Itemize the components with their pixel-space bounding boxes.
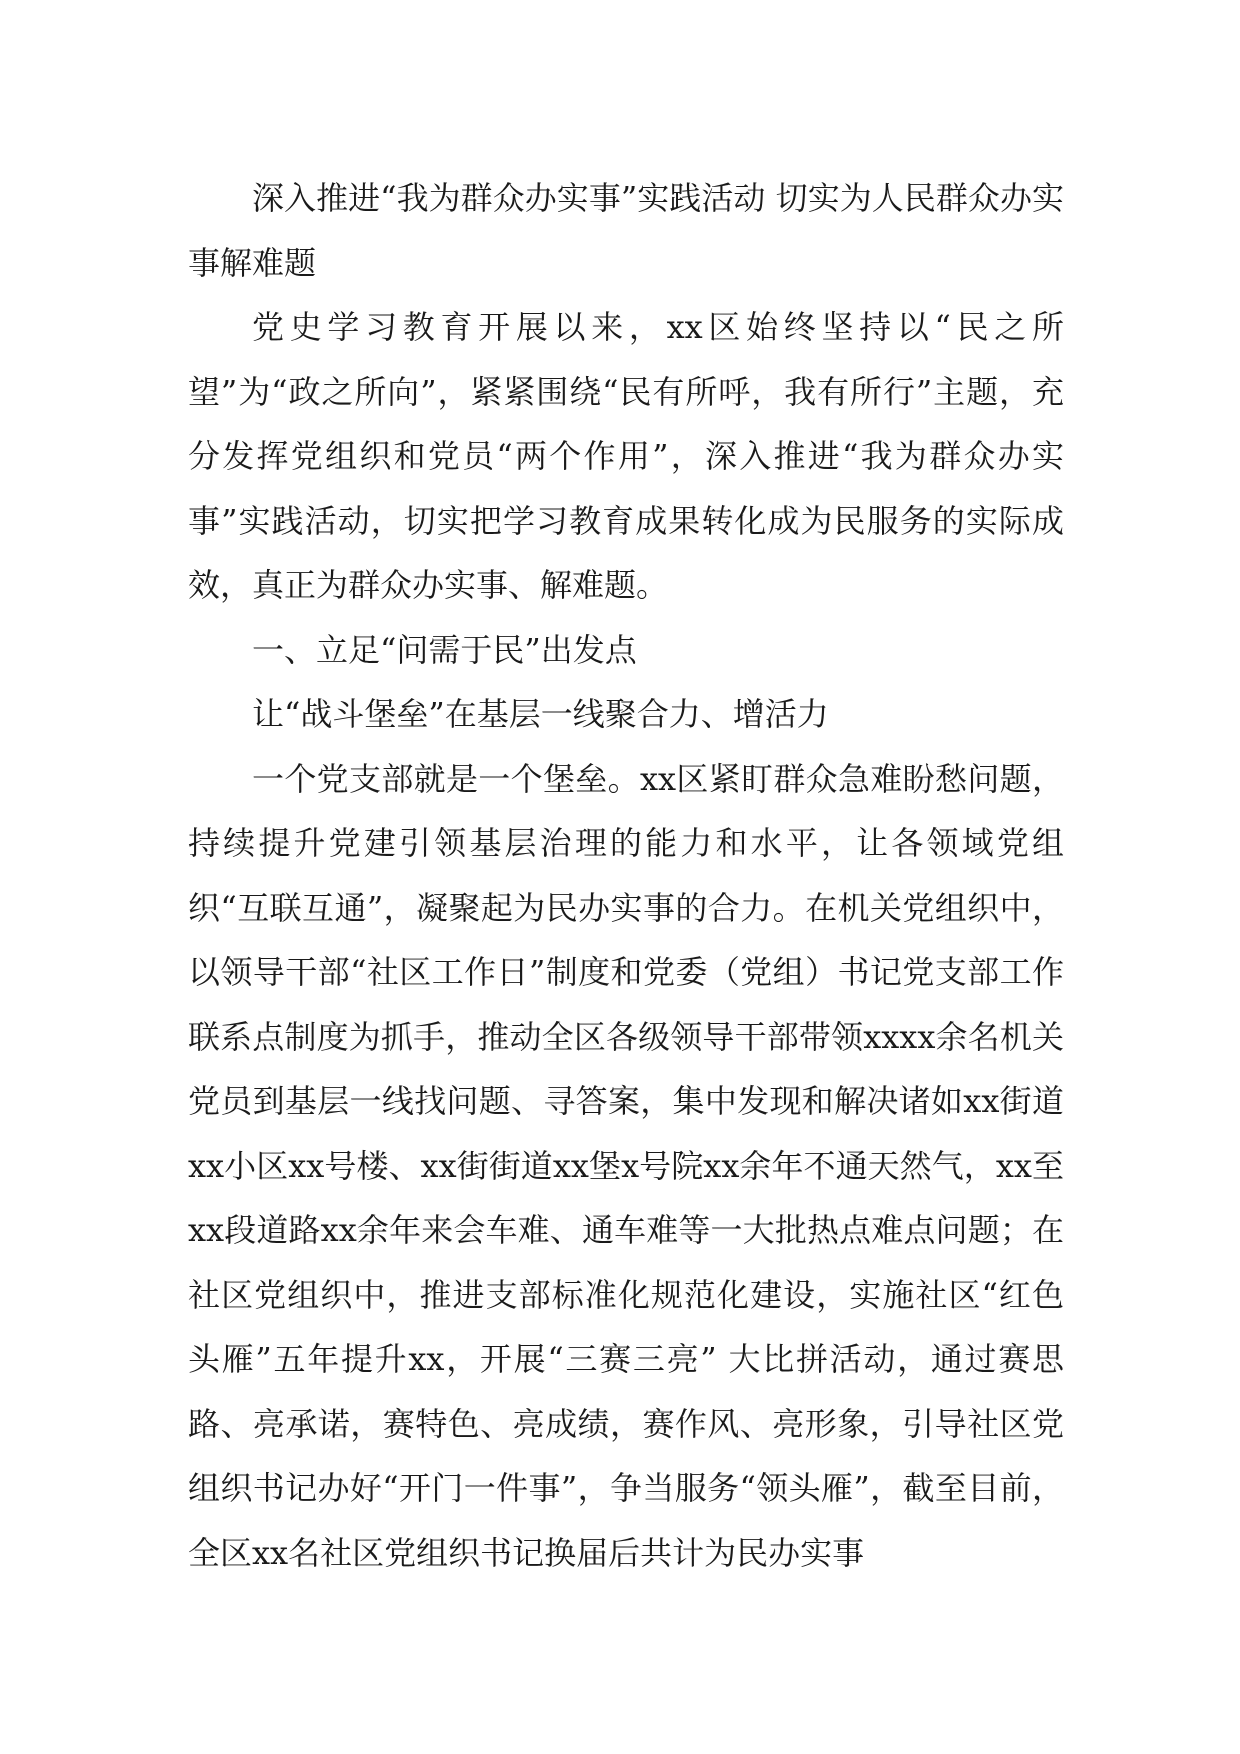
section-subheading: 让“战斗堡垒”在基层一线聚合力、增活力 [252,695,829,733]
body-paragraph: 一个党支部就是一个堡垒。xx区紧盯群众急难盼愁问题，持续提升党建引领基层治理的能力和水平，让各领域党组织“互联互通”，凝聚起为民办实事的合力。在机关党组织中，以领导干部“社区工作日”制度和党委（党组）书记党支部工作联系点制度为抓手，推动全区各级领导干部带领xxxx余名机关党员到基层一线找问题、寻答案，集中发现和解决诸如xx街道xx小区xx号楼、xx街街道xx堡x号院xx余年不通天然气，xx至xx段道路xx余年来会车难、通车难等一大批热点难点问题；在社区党组织中，推进支部标准化规范化建设，实施社区“红色头雁”五年提升xx，开展“三赛三亮” 大比拼活动，通过赛思路、亮承诺，赛特色、亮成绩，赛作风、亮形象，引导社区党组织书记办好“开门一件事”，争当服务“领头雁”，截至目前，全区xx名社区党组织书记换届后共计为民办实事 [188,759,1064,1572]
intro-paragraph: 党史学习教育开展以来，xx区始终坚持以“民之所望”为“政之所向”，紧紧围绕“民有所呼，我有所行”主题，充分发挥党组织和党员“两个作用”，深入推进“我为群众办实事”实践活动，切实把学习教育成果转化成为民服务的实际成效，真正为群众办实事、解难题。 [188,308,1064,604]
section-heading: 一、立足“问需于民”出发点 [252,630,637,669]
document-body [188,166,1064,1585]
document-title: 深入推进“我为群众办实事”实践活动 切实为人民群众办实事解难题 [188,179,1064,282]
